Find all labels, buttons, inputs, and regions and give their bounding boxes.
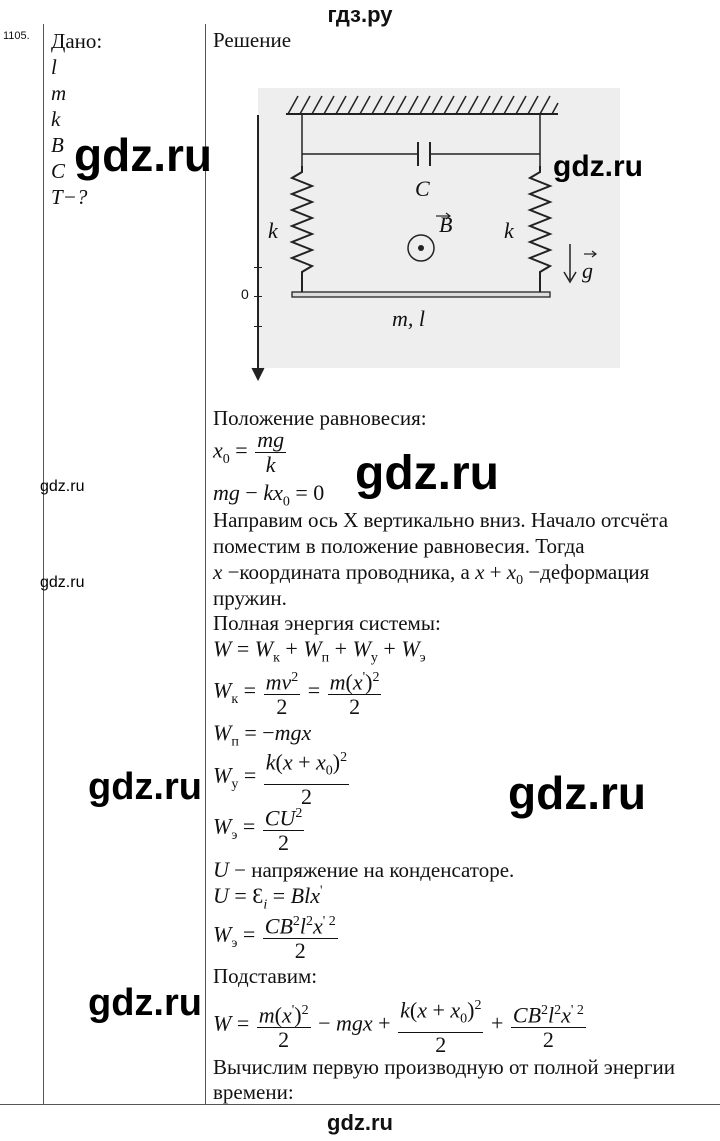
watermark: gdz.ru [88,766,202,808]
formula-we-expanded: $W_э$ = $\frac{CB^2l^2x^{' 2}}{2}$ [213,910,340,963]
column-divider-left [43,24,44,1104]
axis-text-line3: x −координата проводника, а $x + x_0$ −деформация [213,560,650,589]
left-spring [292,166,312,294]
label-B: B [439,212,453,237]
given-block [51,28,102,210]
derivative-text-line2: времени: [213,1080,294,1104]
axis-zero-label: 0 [241,286,249,302]
axis-text-line2: поместим в положение равновесия. Тогда [213,534,585,558]
watermark: gdz.ru [74,129,212,181]
bottom-divider [0,1104,720,1105]
watermark: gdz.ru [88,982,202,1024]
given-title: Дано: [51,29,103,53]
ceiling-hatch [288,96,558,114]
label-k-right: k [504,218,514,243]
solution-title: Решение [213,28,292,52]
formula-equilibrium: mg − $kx_0 = 0$ [213,480,325,510]
formula-wp: $W_п = -mgx$ [213,720,312,750]
right-spring [530,166,550,294]
label-k-left: k [268,218,278,243]
equilibrium-heading: Положение равновесия: [213,406,427,430]
label-ml: m, l [392,306,425,331]
watermark: gdz.ru [553,150,643,183]
formula-u: $U = Ɛ_i = Blx'$ [213,883,323,913]
derivative-text-line1: Вычислим первую производную от полной энергии [213,1055,675,1079]
axis-text-line4: пружин. [213,586,287,610]
formula-x0: $x_0$ = $\frac{mg}{k}$ [213,427,285,477]
u-description-text: − напряжение на конденсаторе. [228,858,515,882]
formula-wy: $W_у$ = $\frac{k(x + x_0)^2}{2}$ [213,746,351,809]
formula-total-energy: $W = W_к + W_п + W_у + W_э$ [213,636,426,666]
u-description: U − напряжение на конденсаторе. [213,857,515,882]
watermark: gdz.ru [40,478,85,495]
physics-figure [258,88,620,368]
given-item: k [51,107,61,131]
x-axis-arrow [250,366,266,382]
conductor-rod [292,292,550,297]
label-g: g [582,258,593,283]
formula-w-full: W = $\frac{m(x')^2}{2}$ − mgx + $\frac{k(x + x_0)^2}{2}$ + $\frac{CB^2l^2x^{' 2}}{2}$ [213,994,588,1057]
axis-tick [254,267,262,268]
watermark: gdz.ru [508,767,646,819]
axis-text-line3-d: −деформация [523,560,650,584]
given-item: l [51,55,57,79]
formula-we: $W_э$ = $\frac{CU^2}{2}$ [213,802,306,855]
column-divider-right [205,24,206,1104]
watermark: gdz.ru [40,574,85,591]
axis-text-line1: Направим ось X вертикально вниз. Начало отсчёта [213,508,669,532]
problem-number: 1105. [3,30,30,42]
total-energy-heading: Полная энергия системы: [213,611,441,635]
given-item: C [51,159,66,183]
axis-tick [254,296,262,297]
site-footer-label[interactable]: gdz.ru [327,1110,393,1135]
given-item: m [51,81,67,105]
axis-text-line3-b: −координата проводника, а [222,560,476,584]
site-header-label[interactable]: гдз.ру [327,2,393,27]
formula-wk: $W_к$ = $\frac{mv^2}{2}$ = $\frac{m(x')^2}{2}$ [213,666,383,719]
given-item: T−? [51,185,88,209]
x-axis-line [257,115,259,375]
axis-tick [254,326,262,327]
figure-svg [258,88,620,368]
watermark: gdz.ru [355,447,499,500]
label-C: C [415,176,430,201]
given-item: B [51,133,64,157]
substitute-heading: Подставим: [213,964,318,988]
